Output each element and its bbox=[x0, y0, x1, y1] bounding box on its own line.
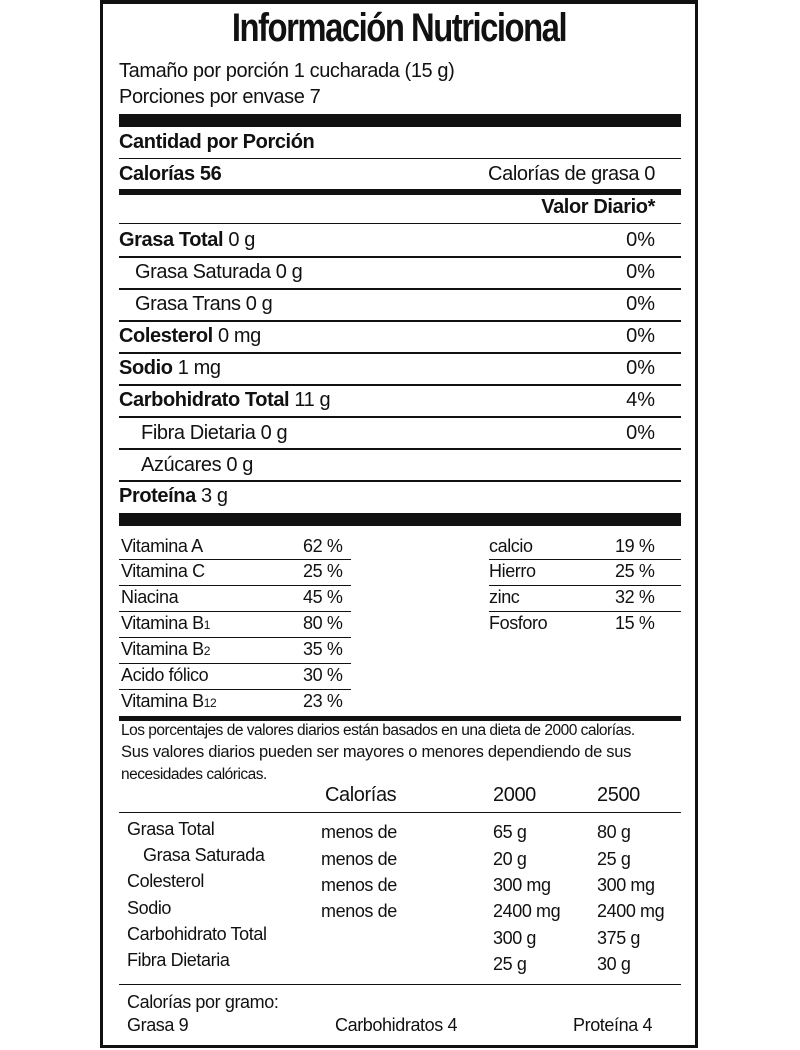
divider bbox=[119, 984, 681, 985]
divider bbox=[119, 223, 681, 224]
vitamin-name: Vitamina A bbox=[121, 536, 203, 556]
divider bbox=[119, 663, 351, 664]
ref-value-2500: 80 g bbox=[597, 822, 631, 842]
nutrient-dv: 0% bbox=[626, 422, 655, 444]
divider bbox=[119, 812, 681, 813]
ref-value-2500: 375 g bbox=[597, 928, 641, 948]
vitamin-pct: 80 % bbox=[303, 613, 343, 633]
ref-qualifier: menos de bbox=[321, 875, 397, 895]
divider bbox=[119, 256, 681, 258]
carbs-calories-per-gram: Carbohidratos 4 bbox=[335, 1015, 458, 1035]
divider bbox=[119, 320, 681, 322]
ref-value-2000: 300 mg bbox=[493, 875, 551, 895]
nutrient-row: Proteína 3 g bbox=[119, 485, 228, 507]
servings-per-container: Porciones por envase 7 bbox=[119, 86, 321, 108]
nutrient-dv: 0% bbox=[626, 229, 655, 251]
ref-value-2500: 2400 mg bbox=[597, 901, 665, 921]
vitamin-name: Vitamina B12 bbox=[121, 691, 217, 711]
amount-per-serving: Cantidad por Porción bbox=[119, 131, 315, 153]
nutrition-label bbox=[100, 0, 698, 1048]
divider bbox=[119, 585, 351, 586]
vitamin-name: Vitamina B1 bbox=[121, 613, 210, 633]
ref-qualifier: menos de bbox=[321, 849, 397, 869]
vitamin-pct: 35 % bbox=[303, 639, 343, 659]
footnote-line: necesidades calóricas. bbox=[121, 766, 267, 783]
mineral-pct: 32 % bbox=[615, 587, 655, 607]
nutrient-dv: 0% bbox=[626, 325, 655, 347]
ref-value-2000: 20 g bbox=[493, 849, 527, 869]
ref-value-2000: 300 g bbox=[493, 928, 537, 948]
ref-nutrient: Grasa Total bbox=[127, 819, 215, 839]
ref-value-2500: 25 g bbox=[597, 849, 631, 869]
ref-nutrient: Grasa Saturada bbox=[143, 845, 265, 865]
nutrient-row: Grasa Trans 0 g bbox=[135, 293, 273, 315]
divider bbox=[119, 352, 681, 354]
divider bbox=[119, 637, 351, 638]
serving-size: Tamaño por porción 1 cucharada (15 g) bbox=[119, 60, 455, 82]
ref-nutrient: Carbohidrato Total bbox=[127, 924, 267, 944]
mineral-pct: 19 % bbox=[615, 536, 655, 556]
thick-divider bbox=[119, 513, 681, 526]
calories-per-gram-label: Calorías por gramo: bbox=[127, 992, 279, 1012]
divider bbox=[119, 448, 681, 450]
protein-calories-per-gram: Proteína 4 bbox=[573, 1015, 653, 1035]
calories-label: Calorías 56 bbox=[119, 163, 222, 185]
nutrient-row: Azúcares 0 g bbox=[141, 454, 253, 476]
footnote-line: Los porcentajes de valores diarios están basados en una dieta de 2000 calorías. bbox=[121, 722, 635, 739]
vitamin-pct: 25 % bbox=[303, 561, 343, 581]
mineral-name: Hierro bbox=[489, 561, 536, 581]
vitamin-pct: 45 % bbox=[303, 587, 343, 607]
vitamin-name: Vitamina B2 bbox=[121, 639, 210, 659]
vitamin-pct: 62 % bbox=[303, 536, 343, 556]
daily-value-header: Valor Diario* bbox=[541, 196, 655, 218]
divider bbox=[119, 611, 351, 612]
vitamin-name: Acido fólico bbox=[121, 665, 209, 685]
divider bbox=[119, 689, 351, 690]
ref-qualifier: menos de bbox=[321, 901, 397, 921]
nutrient-row: Sodio 1 mg bbox=[119, 357, 221, 379]
ref-value-2500: 300 mg bbox=[597, 875, 655, 895]
nutrient-dv: 4% bbox=[626, 389, 655, 411]
ref-header-calories: Calorías bbox=[325, 784, 397, 806]
fat-calories-per-gram: Grasa 9 bbox=[127, 1015, 189, 1035]
medium-divider bbox=[119, 189, 681, 195]
vitamin-name: Niacina bbox=[121, 587, 179, 607]
vitamin-pct: 23 % bbox=[303, 691, 343, 711]
ref-nutrient: Sodio bbox=[127, 898, 172, 918]
nutrient-dv: 0% bbox=[626, 261, 655, 283]
mineral-name: Fosforo bbox=[489, 613, 548, 633]
mineral-name: zinc bbox=[489, 587, 520, 607]
ref-header-2500: 2500 bbox=[597, 784, 640, 806]
divider bbox=[119, 384, 681, 386]
nutrient-dv: 0% bbox=[626, 293, 655, 315]
nutrient-dv: 0% bbox=[626, 357, 655, 379]
nutrient-row: Colesterol 0 mg bbox=[119, 325, 261, 347]
calories-from-fat: Calorías de grasa 0 bbox=[488, 163, 655, 185]
vitamin-name: Vitamina C bbox=[121, 561, 205, 581]
mineral-pct: 15 % bbox=[615, 613, 655, 633]
footnote-line: Sus valores diarios pueden ser mayores o menores dependiendo de sus bbox=[121, 743, 632, 761]
ref-value-2000: 2400 mg bbox=[493, 901, 561, 921]
thick-divider bbox=[119, 114, 681, 127]
ref-nutrient: Colesterol bbox=[127, 871, 205, 891]
divider bbox=[119, 480, 681, 482]
label-title: Información Nutricional bbox=[231, 6, 567, 50]
mineral-pct: 25 % bbox=[615, 561, 655, 581]
divider bbox=[119, 158, 681, 159]
ref-value-2000: 65 g bbox=[493, 822, 527, 842]
ref-nutrient: Fibra Dietaria bbox=[127, 950, 230, 970]
nutrient-row: Grasa Saturada 0 g bbox=[135, 261, 303, 283]
divider bbox=[489, 585, 681, 586]
nutrient-row: Fibra Dietaria 0 g bbox=[141, 422, 288, 444]
mineral-name: calcio bbox=[489, 536, 533, 556]
ref-value-2500: 30 g bbox=[597, 954, 631, 974]
vitamin-pct: 30 % bbox=[303, 665, 343, 685]
divider bbox=[119, 288, 681, 290]
nutrient-row: Grasa Total 0 g bbox=[119, 229, 255, 251]
divider bbox=[489, 559, 681, 560]
ref-header-2000: 2000 bbox=[493, 784, 536, 806]
ref-value-2000: 25 g bbox=[493, 954, 527, 974]
ref-qualifier: menos de bbox=[321, 822, 397, 842]
nutrient-row: Carbohidrato Total 11 g bbox=[119, 389, 331, 411]
divider bbox=[119, 559, 351, 560]
divider bbox=[119, 416, 681, 418]
divider bbox=[489, 611, 681, 612]
medium-divider bbox=[119, 716, 681, 721]
